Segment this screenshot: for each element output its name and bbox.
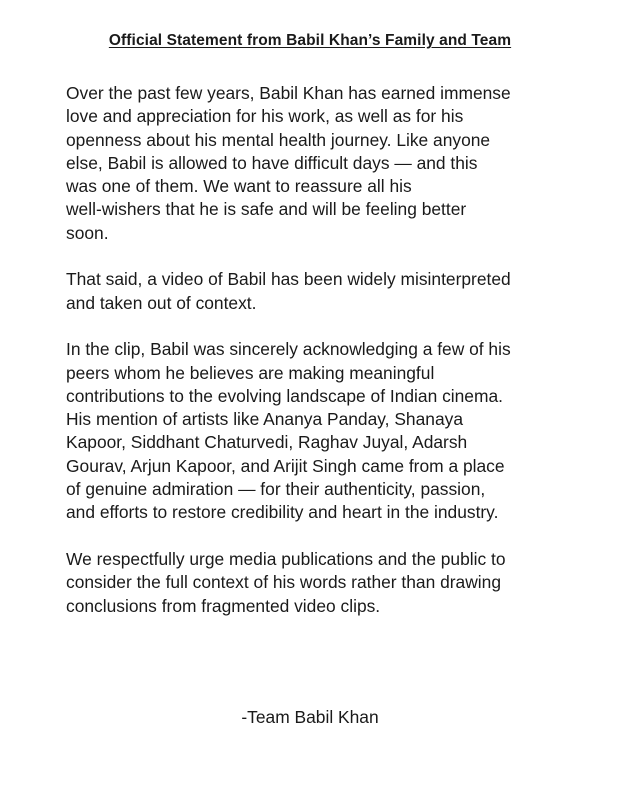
paragraph-line: consider the full context of his words rather than drawing	[66, 572, 501, 593]
paragraph-line: conclusions from fragmented video clips.	[66, 595, 381, 616]
paragraph-line: Kapoor, Siddhant Chaturvedi, Raghav Juyal, Adarsh	[66, 432, 468, 453]
paragraph-3	[66, 338, 586, 524]
paragraph-4	[66, 548, 586, 618]
paragraph-line: openness about his mental health journey. Like anyone	[66, 129, 491, 150]
paragraph-line: love and appreciation for his work, as well as for his	[66, 106, 464, 127]
paragraph-line: soon.	[66, 222, 109, 243]
paragraph-line: peers whom he believes are making meaningful	[66, 362, 435, 383]
paragraph-line: of genuine admiration — for their authenticity, passion,	[66, 479, 486, 500]
paragraph-line: His mention of artists like Ananya Panday, Shanaya	[66, 409, 463, 430]
paragraph-2	[66, 268, 586, 315]
statement-body	[66, 82, 586, 641]
paragraph-line: That said, a video of Babil has been widely misinterpreted	[66, 269, 511, 290]
paragraph-line: Over the past few years, Babil Khan has earned immense	[66, 83, 511, 103]
paragraph-line: else, Babil is allowed to have difficult days — and this	[66, 152, 478, 173]
statement-signature: -Team Babil Khan	[241, 707, 379, 727]
paragraph-line: In the clip, Babil was sincerely acknowledging a few of his	[66, 339, 511, 360]
paragraph-line: well-wishers that he is safe and will be feeling better	[66, 199, 467, 220]
paragraph-line: contributions to the evolving landscape of Indian cinema.	[66, 385, 503, 406]
paragraph-line: was one of them. We want to reassure all his	[66, 176, 412, 197]
paragraph-line: We respectfully urge media publications and the public to	[66, 548, 506, 569]
paragraph-line: and taken out of context.	[66, 292, 257, 313]
paragraph-1	[66, 82, 586, 245]
paragraph-line: Gourav, Arjun Kapoor, and Arijit Singh came from a place	[66, 455, 505, 476]
statement-title: Official Statement from Babil Khan’s Family and Team	[108, 32, 512, 49]
paragraph-line: and efforts to restore credibility and heart in the industry.	[66, 502, 499, 523]
